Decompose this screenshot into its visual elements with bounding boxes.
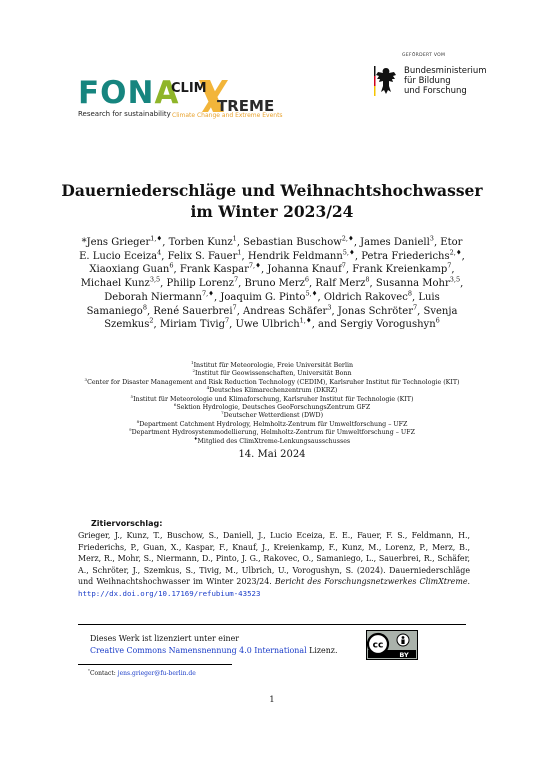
affiliation-mark: 4: [206, 385, 210, 391]
funder-name-line2: für Bildung: [404, 76, 451, 86]
doi-link[interactable]: http://dx.doi.org/10.17169/refubium-43523: [78, 588, 261, 598]
affiliation-mark: 5: [130, 393, 134, 399]
fona-logo-accent: A: [154, 75, 180, 111]
author-name: Jonas Schröter: [337, 305, 413, 317]
author-name: Philip Lorenz: [166, 278, 234, 290]
author-name: René Sauerbrei: [153, 305, 233, 317]
author-name: Torben Kunz: [168, 237, 233, 248]
citation-body: [78, 530, 470, 599]
author-list: *Jens Grieger$^{1,♦}$, Torben Kunz$^1$, Sebastian Buschow$^{2,♦}$, James Daniell$^3$, Etor E. Lucio Eceiza$^4$, Felix S. Fauer$^1$, Hendrik Feldmann$^{5,♦}$, Petra Friederichs$^{2,♦}$, Xiaoxiang Guan$^6$, Frank Kaspar$^{7,♦}$, Johanna Knauf$^7$, Frank Kreienkamp$^7$, Michael Kunz$^{3,5}$, Philip Lorenz$^7$, Bruno Merz$^6$, Ralf Merz$^8$, Susanna Mohr$^{3,5}$, Deborah Niermann$^{7,♦}$, Joaquim G. Pinto$^{5,♦}$, Oldrich Rakovec$^8$, Luis Samaniego$^8$, René Sauerbrei$^7$, Andreas Schäfer$^3$, Jonas Schröter$^7$, Svenja Szemkus$^2$, Miriam Tivig$^7$, Uwe Ulbrich$^{1,♦}$, and Sergiy Vorogushyn$^6$: [79, 234, 465, 331]
author-name: Johanna Knauf: [267, 264, 342, 276]
author-affiliation-mark: 7: [447, 262, 452, 271]
footnote-mark: *: [88, 668, 90, 673]
affiliation-item: [60, 435, 484, 446]
author-affiliation-mark: 3,5: [449, 275, 461, 284]
author-affiliation-mark: 7: [233, 275, 239, 284]
affiliation-item: [60, 376, 484, 387]
author-affiliation-mark: 7: [225, 316, 230, 325]
contact-email-link[interactable]: jens.grieger@fu-berlin.de: [117, 670, 196, 677]
author-affiliation-mark: 3,5: [149, 275, 161, 284]
climxtreme-tagline: Climate Change and Extreme Events: [172, 112, 283, 119]
climxtreme-word2: TREME: [217, 97, 275, 114]
author-name: Michael Kunz: [80, 278, 150, 290]
author-name: *Jens Grieger: [81, 237, 151, 248]
author-affiliation-mark: 7: [413, 303, 418, 312]
climxtreme-word1: CLIM: [171, 81, 207, 96]
author-name: Frank Kreienkamp: [352, 264, 448, 276]
author-name: Luis Samaniego: [86, 291, 440, 317]
author-name: Xiaoxiang Guan: [89, 264, 170, 276]
author-affiliation-mark: 7,♦: [248, 262, 261, 271]
affiliation-text: Deutsches Klimarechenzentrum (DKRZ): [209, 387, 338, 395]
author-affiliation-mark: 6: [435, 316, 440, 325]
fona-logo-text: FON: [78, 75, 155, 111]
author-affiliation-mark: 4: [157, 248, 162, 257]
cc-badge-by: BY: [399, 651, 409, 659]
author-name: Andreas Schäfer: [243, 305, 328, 317]
affiliation-mark: ♦: [193, 435, 198, 441]
affiliation-text: Deutscher Wetterdienst (DWD): [223, 412, 324, 420]
author-name: and Sergiy Vorogushyn: [318, 319, 436, 331]
contact-label: Contact:: [89, 670, 118, 677]
author-name: Svenja Szemkus: [104, 305, 458, 331]
author-affiliation-mark: 5,♦: [342, 248, 355, 257]
author-affiliation-mark: 2,♦: [449, 248, 462, 257]
affiliation-item: [60, 393, 484, 404]
affiliation-item: [60, 387, 484, 395]
affiliation-mark: 8: [136, 418, 140, 424]
affiliation-item: [60, 429, 484, 437]
author-affiliation-mark: 2: [149, 316, 154, 325]
footnote-divider: [78, 664, 232, 665]
funder-label: GEFÖRDERT VOM: [402, 53, 446, 58]
author-name: Petra Friederichs: [361, 250, 450, 262]
affiliation-mark: 2: [192, 368, 196, 374]
author-name: Etor E. Lucio Eceiza: [79, 237, 463, 262]
affiliation-text: Institut für Meteorologie und Klimaforschung, Karlsruher Institut für Technologie (KIT): [133, 395, 414, 403]
author-affiliation-mark: 7,♦: [201, 289, 214, 298]
funder-name-line1: Bundesministerium: [404, 66, 487, 76]
author-affiliation-mark: 6: [304, 275, 310, 284]
author-name: Oldrich Rakovec: [323, 291, 408, 303]
affiliation-text: Institut für Meteorologie, Freie Universität Berlin: [193, 362, 354, 369]
affiliation-item: [60, 370, 484, 378]
affiliation-mark: 7: [220, 410, 224, 416]
page-number: 1: [269, 695, 275, 705]
author-affiliation-mark: 8: [365, 275, 370, 284]
affiliation-mark: 9: [129, 427, 132, 433]
affiliation-text: Department Catchment Hydrology, Helmholtz-Zentrum für Umweltforschung – UFZ: [139, 420, 408, 428]
author-name: Joaquim G. Pinto: [220, 291, 306, 303]
author-name: Uwe Ulbrich: [235, 319, 300, 331]
author-affiliation-mark: 1: [237, 248, 242, 257]
author-affiliation-mark: 3: [429, 234, 434, 243]
funder-name-line3: und Forschung: [404, 86, 467, 96]
author-name: Sebastian Buschow: [243, 237, 342, 248]
affiliation-mark: 6: [173, 401, 177, 407]
cc-by-badge[interactable]: [366, 630, 418, 660]
author-affiliation-mark: 3: [327, 303, 332, 312]
affiliation-text: Sektion Hydrologie, Deutsches GeoForschungsZentrum GFZ: [176, 404, 371, 412]
author-affiliation-mark: 8: [142, 303, 147, 312]
affiliation-text: Mitglied des ClimXtreme-Lenkungsausschusses: [197, 437, 351, 445]
author-affiliation-mark: 8: [407, 289, 412, 298]
author-affiliation-mark: 2,♦: [341, 234, 354, 243]
author-affiliation-mark: 1: [232, 234, 237, 243]
affiliation-mark: 1: [190, 359, 194, 365]
author-affiliation-mark: 5,♦: [305, 289, 318, 298]
author-affiliation-mark: 6: [169, 262, 174, 271]
author-name: Hendrik Feldmann: [247, 250, 343, 262]
climxtreme-logo: [170, 78, 280, 114]
citation-series: Bericht des Forschungsnetzwerkes ClimXtreme: [274, 577, 468, 586]
license-text: Dieses Werk ist lizenziert unter einer: [90, 634, 240, 643]
cc-badge-cc: cc: [372, 640, 384, 651]
license-tail: Lizenz.: [306, 646, 338, 655]
paper-title-line1: Dauerniederschläge und Weihnachtshochwasser: [61, 181, 483, 200]
license-line2: [90, 646, 337, 655]
affiliation-text: Center for Disaster Management and Risk Reduction Technology (CEDIM), Karlsruher Institut für Technologie (KIT): [87, 378, 460, 386]
affiliation-text: Institut für Geowissenschaften, Universität Bonn: [195, 370, 352, 378]
paper-title: [40, 180, 504, 222]
author-name: Deborah Niermann: [104, 291, 202, 303]
license-divider: [78, 624, 466, 625]
author-name: Frank Kaspar: [179, 264, 249, 276]
license-link[interactable]: Creative Commons Namensnennung 4.0 International: [90, 646, 307, 655]
affiliation-text: Department Hydrosystemmodellierung, Helmholtz-Zentrum für Umweltforschung – UFZ: [131, 429, 415, 437]
author-affiliation-mark: 7: [232, 303, 237, 312]
contact-footnote: [88, 670, 196, 677]
author-name: Ralf Merz: [315, 278, 366, 290]
fona-logo: [78, 75, 180, 111]
affiliation-item: [60, 418, 484, 429]
paper-title-line2: im Winter 2023/24: [190, 202, 354, 221]
federal-eagle-icon: [374, 66, 398, 96]
author-name: Felix S. Fauer: [167, 250, 238, 262]
citation-text: Grieger, J., Kunz, T., Buschow, S., Daniell, J., Lucio Eceiza, E. E., Fauer, F. S., Feldmann, H., Friederichs, P., Guan, X., Kaspar, F., Knauf, J., Kreienkamp, F., Kunz, M., Lorenz, P., Merz, B., Merz, R., Mohr, S., Niermann, D., Pinto, J. G., Rakovec, O., Samaniego, L., Sauerbrei, R., Schäfer, A., Schröter, J., Szemkus, S., Tivig, M., Ulbrich, U., Vorogushyn, S. (2024). Dauerniederschläge und Weihnachtshochwasser im Winter 2023/24.: [78, 531, 470, 586]
author-name: Susanna Mohr: [375, 278, 450, 290]
affiliation-mark: 3: [84, 376, 88, 382]
funder-name: [404, 66, 487, 96]
affiliation-list: [60, 359, 484, 446]
publication-date: 14. Mai 2024: [238, 449, 306, 460]
author-name: Miriam Tivig: [159, 319, 226, 331]
author-name: James Daniell: [360, 237, 430, 248]
author-affiliation-mark: 1,♦: [150, 234, 163, 243]
affiliation-item: [60, 412, 484, 420]
citation-period: .: [467, 577, 470, 586]
fona-tagline: Research for sustainability: [78, 110, 171, 118]
citation-heading: Zitiervorschlag:: [91, 519, 163, 528]
author-affiliation-mark: 7: [341, 262, 346, 271]
author-name: Bruno Merz: [244, 278, 305, 290]
author-affiliation-mark: 1,♦: [299, 316, 312, 325]
